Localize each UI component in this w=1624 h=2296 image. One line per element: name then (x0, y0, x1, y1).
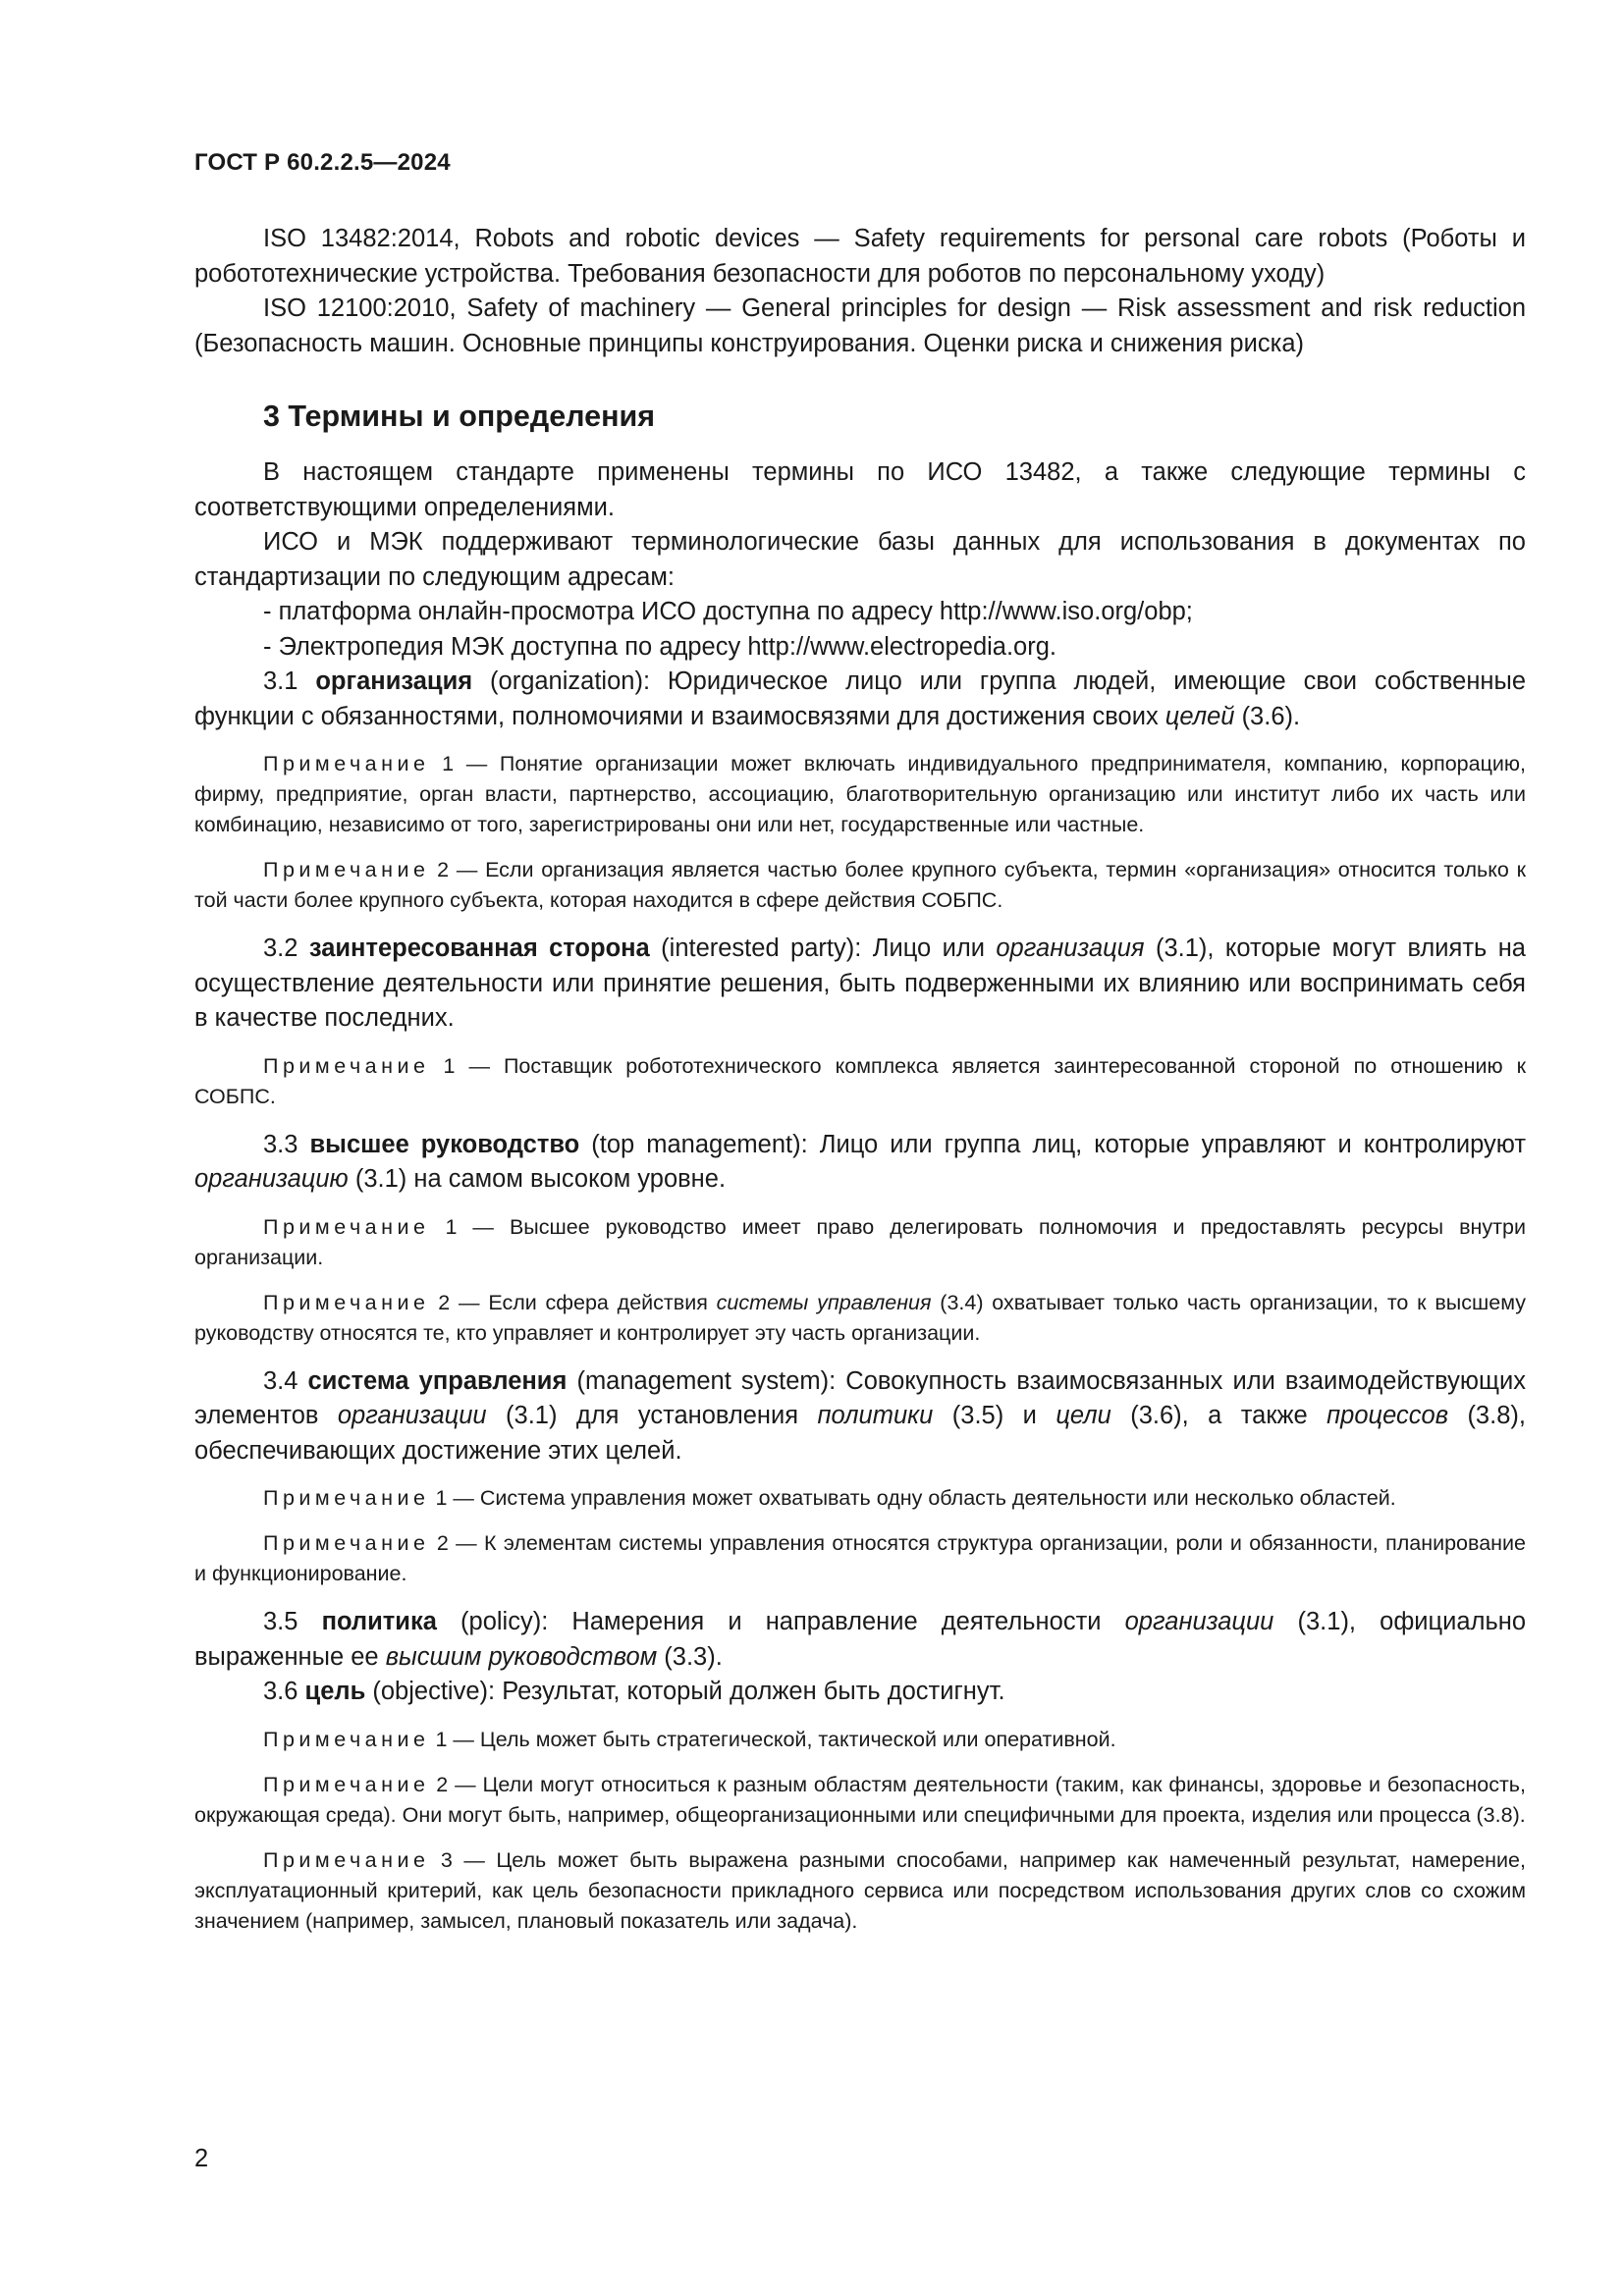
term-definition: Совокупность взаимосвязанных или взаимодействующих элементов (194, 1366, 1526, 1429)
term-english: (policy): (460, 1608, 549, 1635)
note: Примечание 2 — Если сфера действия системы управления (3.4) охватывает только часть организации, то к высшему руководству относятся те, кто управляет и контролирует эту часть организации. (194, 1290, 1526, 1345)
term-number: 3.2 (263, 934, 298, 962)
terminology-db-intro: ИСО и МЭК поддерживают терминологические базы данных для использования в документах по стандартизации по следующим адресам: (194, 528, 1526, 591)
note: Примечание 2 — Если организация является частью более крупного субъекта, термин «организация» относится только к той части более крупного субъекта, которая находится в сфере действия СОБПС. (194, 858, 1526, 912)
note-label: Примечание (263, 752, 430, 775)
term-english: (objective): (372, 1678, 496, 1705)
term-definition: Лицо или (872, 934, 985, 962)
note-cross-reference: системы управления (716, 1290, 932, 1314)
note: Примечание 2 — Цели могут относиться к разным областям деятельности (таким, как финансы, здоровье и безопасность, окружающая среда). Они могут быть, например, общеорганизационными или специфичными для проекта, изделия или процесса (3.8). (194, 1772, 1526, 1827)
term-3-1: 3.1 организация (organization): Юридическое лицо или группа людей, имеющие свои собственные функции с обязанностями, полномочиями и взаимосвязями для достижения своих целей (3.6). (194, 667, 1526, 730)
note-label: Примечание (263, 1531, 430, 1555)
term-definition: Результат, который должен быть достигнут. (502, 1678, 1005, 1705)
terminology-db-item: - Электропедия МЭК доступна по адресу http://www.electropedia.org. (263, 632, 1056, 661)
note: Примечание 1 — Система управления может охватывать одну область деятельности или несколько областей. (263, 1486, 1396, 1510)
term-number: 3.5 (263, 1608, 298, 1635)
note-label: Примечание (263, 1053, 430, 1078)
term-english: (organization): (490, 667, 651, 695)
term-number: 3.3 (263, 1130, 298, 1158)
term-name: высшее руководство (309, 1130, 580, 1158)
note: Примечание 1 — Понятие организации может включать индивидуального предпринимателя, компанию, корпорацию, фирму, предприятие, орган власти, партнерство, ассоциацию, благотворительную организацию или институт либо их часть или комбинацию, независимо от того, зарегистрированы они или нет, государственные или частные. (194, 752, 1527, 836)
term-name: цель (304, 1678, 366, 1705)
note-label: Примечание (263, 1214, 430, 1239)
term-name: организация (315, 667, 473, 695)
term-3-2: 3.2 заинтересованная сторона (interested party): Лицо или организация (3.1), которые могут влиять на осуществление деятельности или принятие решения, быть подверженными их влиянию или воспринимать себя в качестве последних. (194, 934, 1526, 1032)
terminology-db-item: - платформа онлайн-просмотра ИСО доступна по адресу http://www.iso.org/obp; (263, 598, 1193, 625)
reference-iso-12100: ISO 12100:2010, Safety of machinery — General principles for design — Risk assessment and risk reduction (Безопасность машин. Основные принципы конструирования. Оценки риска и снижения риска) (194, 294, 1526, 357)
term-definition: Юридическое лицо или группа людей, имеющие свои собственные функции с обязанностями, полномочиями и взаимосвязями для достижения своих (194, 667, 1526, 730)
note-label: Примечание (263, 1486, 430, 1510)
page-number: 2 (194, 2145, 209, 2172)
document-page (194, 0, 1526, 2296)
term-cross-reference: процессов (1326, 1402, 1449, 1429)
term-number: 3.1 (263, 667, 298, 695)
term-3-6 (194, 1675, 1526, 1710)
term-cross-reference: цели (1056, 1402, 1111, 1429)
section-title: 3 Термины и определения (263, 400, 656, 433)
term-3-4: 3.4 система управления (management system): Совокупность взаимосвязанных или взаимодействующих элементов организации (3.1) для установления политики (3.5) и цели (3.6), а также процессов (3.8), обеспечивающих достижение этих целей. (194, 1366, 1526, 1465)
note-label: Примечание (263, 858, 430, 881)
term-cross-reference: организация (996, 934, 1145, 962)
note-label: Примечание (263, 1290, 430, 1314)
term-definition: Намерения и направление деятельности (571, 1608, 1102, 1635)
term-cross-reference: организации (337, 1402, 487, 1429)
term-cross-reference: политики (817, 1402, 934, 1429)
term-number: 3.6 (263, 1678, 298, 1705)
note: Примечание 3 — Цель может быть выражена разными способами, например как намеченный результат, намерение, эксплуатационный критерий, как цель безопасности прикладного сервиса или посредством использования других слов со схожим значением (например, замысел, плановый показатель или задача). (194, 1847, 1526, 1933)
note: Примечание 2 — К элементам системы управления относятся структура организации, роли и обязанности, планирование и функционирование. (194, 1531, 1526, 1585)
note-label: Примечание (263, 1772, 430, 1796)
term-english: (top management): (591, 1130, 808, 1158)
term-3-3: 3.3 высшее руководство (top management): Лицо или группа лиц, которые управляют и контролируют организацию (3.1) на самом высоком уровне. (194, 1130, 1526, 1193)
note-label: Примечание (263, 1847, 430, 1872)
note-label: Примечание (263, 1727, 430, 1751)
term-cross-reference: высшим руководством (385, 1642, 658, 1671)
term-cross-reference: организацию (194, 1165, 349, 1193)
term-name: заинтересованная сторона (308, 934, 650, 962)
term-number: 3.4 (263, 1366, 298, 1395)
term-3-5: 3.5 политика (policy): Намерения и направление деятельности организации (3.1), официально выраженные ее высшим руководством (3.3). (194, 1608, 1526, 1671)
note: Примечание 1 — Поставщик робототехнического комплекса является заинтересованной стороной по отношению к СОБПС. (194, 1053, 1526, 1108)
term-cross-reference: целей (1164, 702, 1235, 730)
term-english: (interested party): (661, 934, 862, 962)
document-body (194, 222, 1526, 1937)
term-name: система управления (307, 1366, 568, 1395)
standard-code-header: ГОСТ Р 60.2.2.5—2024 (194, 149, 451, 176)
note: Примечание 1 — Высшее руководство имеет право делегировать полномочия и предоставлять ресурсы внутри организации. (194, 1214, 1526, 1269)
section-intro: В настоящем стандарте применены термины по ИСО 13482, а также следующие термины с соответствующими определениями. (194, 458, 1526, 521)
term-english: (management system): (576, 1366, 837, 1395)
reference-iso-13482: ISO 13482:2014, Robots and robotic devices — Safety requirements for personal care robots (Роботы и робототехнические устройства. Требования безопасности для роботов по персональному уходу) (194, 225, 1526, 288)
term-cross-reference: организации (1124, 1608, 1274, 1635)
note: Примечание 1 — Цель может быть стратегической, тактической или оперативной. (263, 1727, 1116, 1751)
term-definition: Лицо или группа лиц, которые управляют и контролируют (819, 1130, 1526, 1158)
term-name: политика (321, 1608, 437, 1635)
